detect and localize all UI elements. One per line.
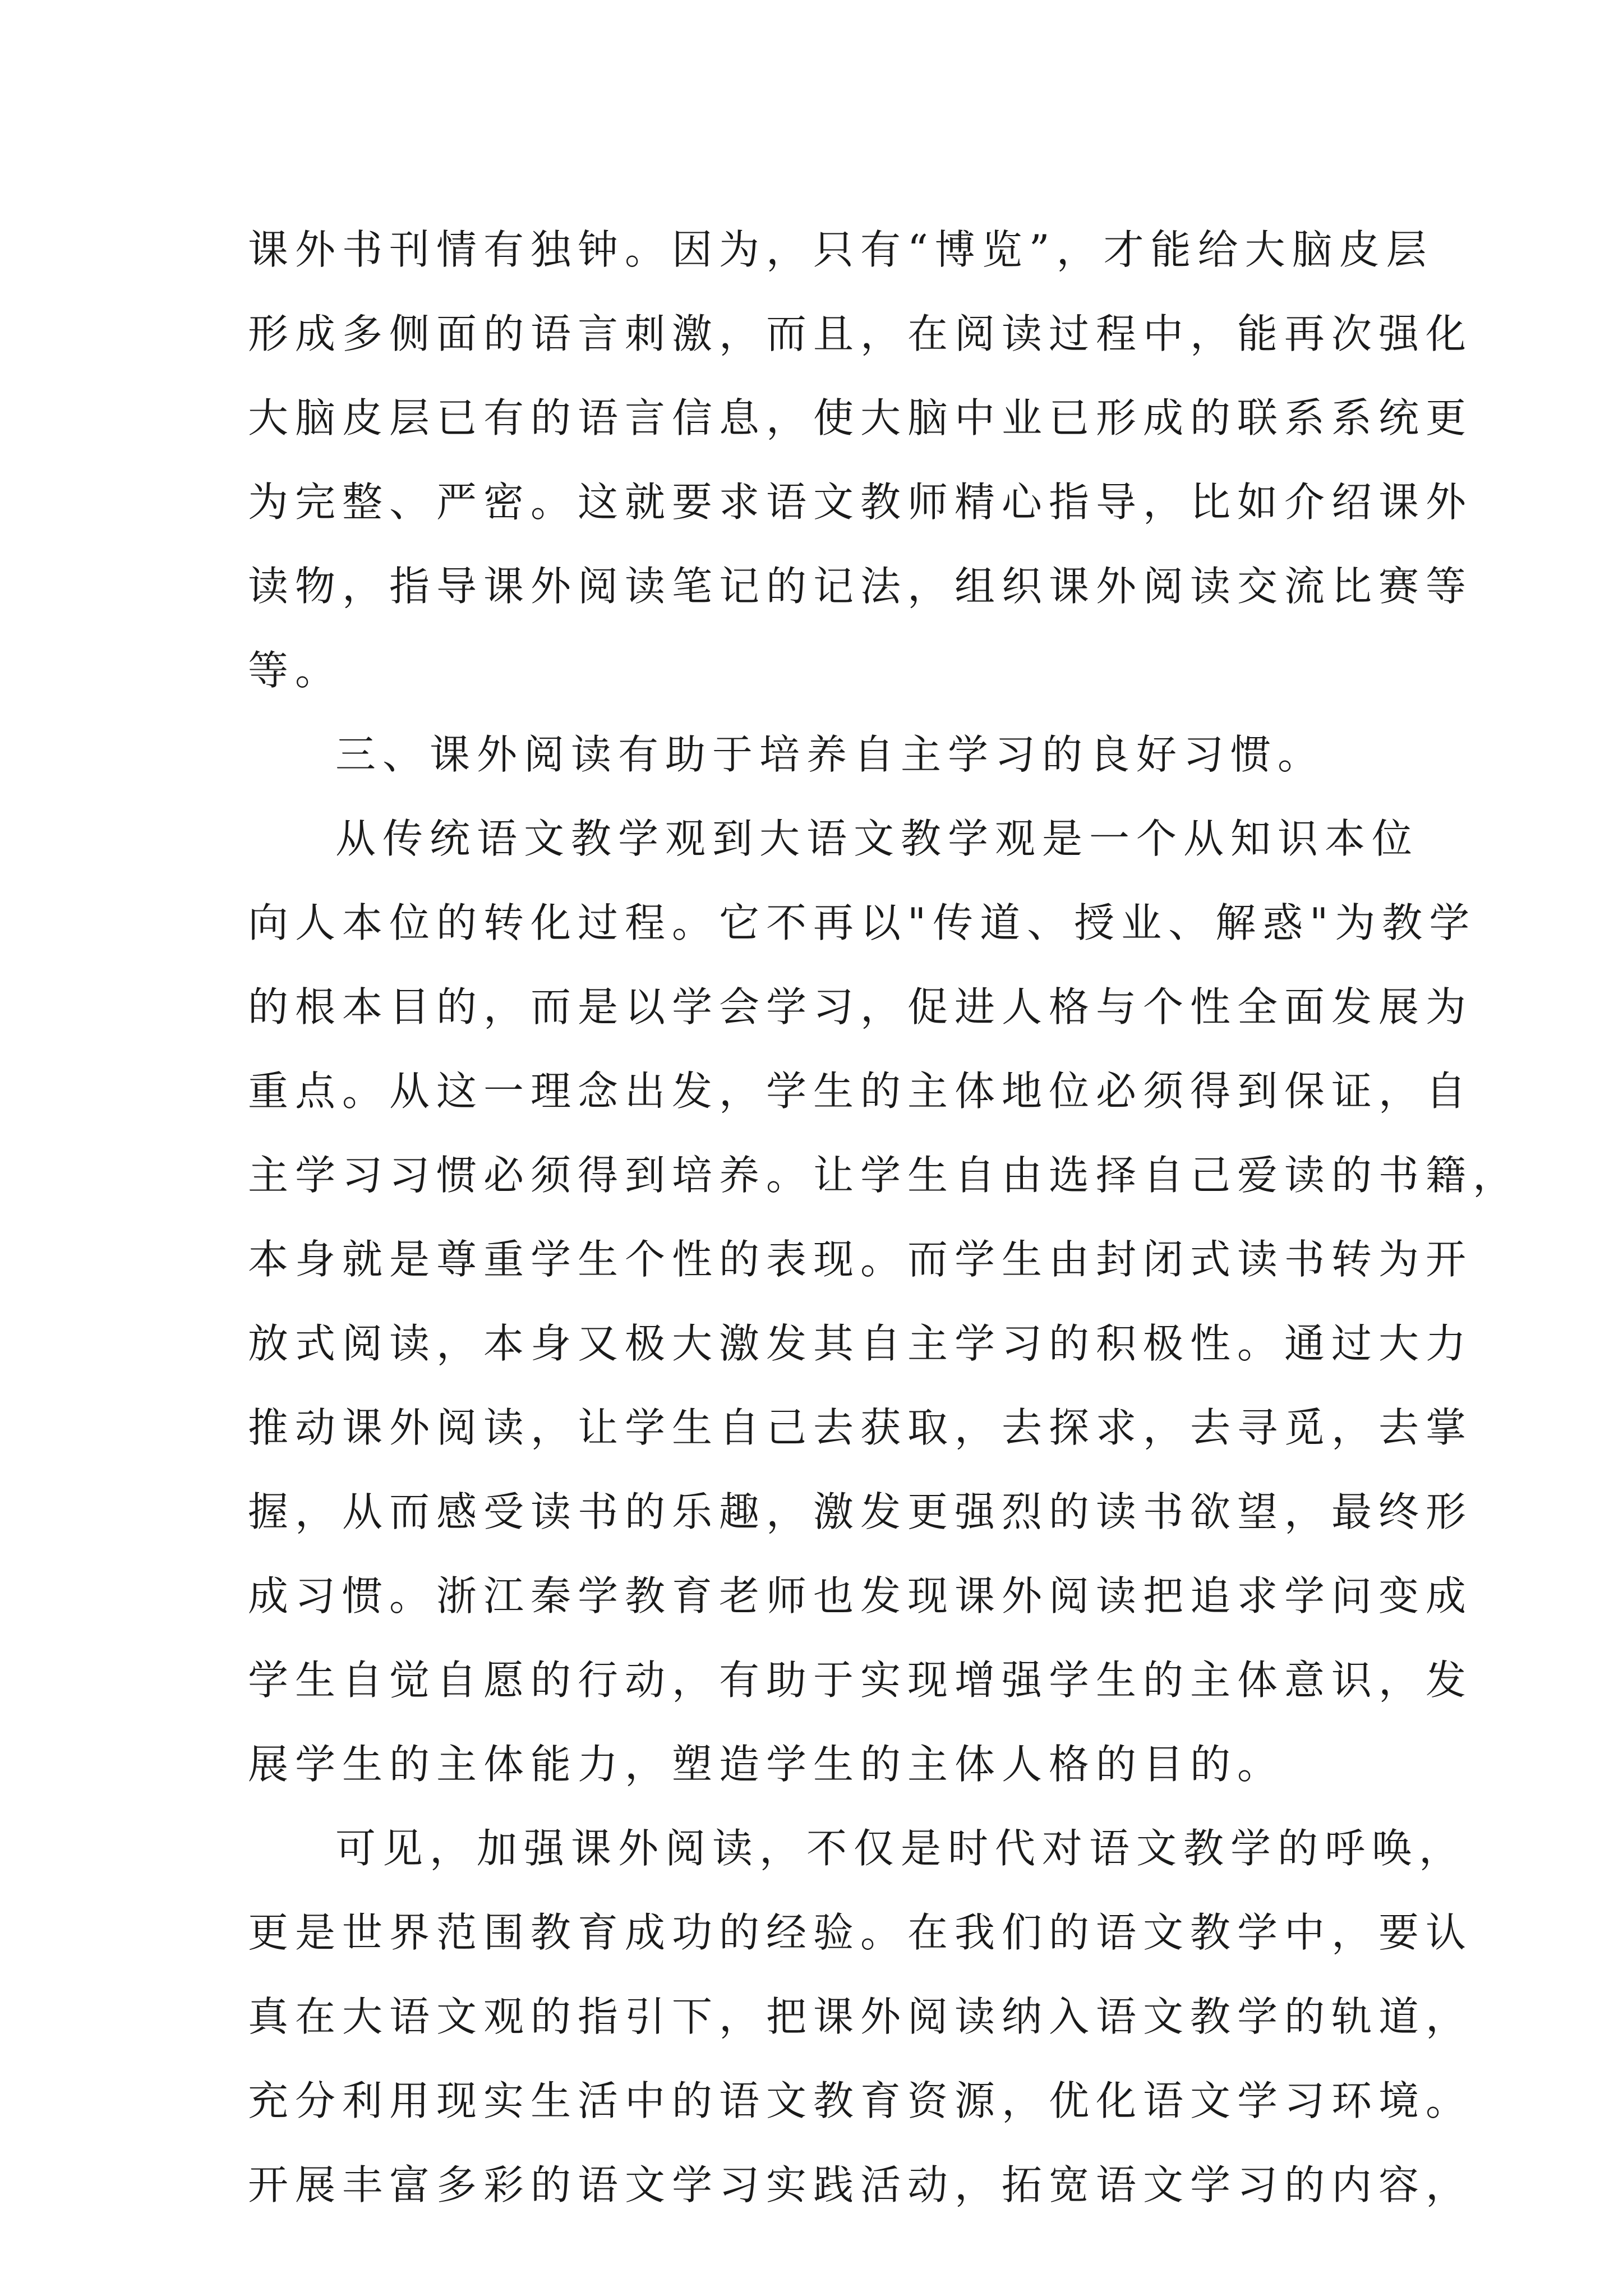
text-line: 成习惯。浙江秦学教育老师也发现课外阅读把追求学问变成 [248,1572,1473,1619]
text-line: 推动课外阅读，让学生自己去获取，去探求，去寻觅，去掌 [248,1404,1473,1451]
text-line: 充分利用现实生活中的语文教育资源，优化语文学习环境。 [248,2077,1473,2124]
text-line: 握，从而感受读书的乐趣，激发更强烈的读书欲望，最终形 [248,1488,1473,1535]
text-line: 开展丰富多彩的语文学习实践活动，拓宽语文学习的内容， [248,2161,1473,2208]
text-line: 向人本位的转化过程。它不再以"传道、授业、解惑"为教学 [248,899,1477,946]
text-line: 大脑皮层已有的语言信息，使大脑中业已形成的联系系统更 [248,394,1473,441]
text-line: 为完整、严密。这就要求语文教师精心指导，比如介绍课外 [248,478,1473,526]
text-line: 读物，指导课外阅读笔记的记法，组织课外阅读交流比赛等 [248,563,1473,610]
text-line: 主学习习惯必须得到培养。让学生自由选择自己爱读的书籍， [248,1152,1520,1199]
text-line: 形成多侧面的语言刺激，而且，在阅读过程中，能再次强化 [248,310,1473,357]
section-heading: 三、课外阅读有助于培养自主学习的良好习惯。 [335,731,1325,778]
text-line: 放式阅读，本身又极大激发其自主学习的积极性。通过大力 [248,1320,1473,1367]
paragraph-start-line: 可见，加强课外阅读，不仅是时代对语文教学的呼唤， [335,1825,1467,1872]
text-line: 展学生的主体能力，塑造学生的主体人格的目的。 [248,1741,1285,1788]
text-line: 本身就是尊重学生个性的表现。而学生由封闭式读书转为开 [248,1236,1473,1283]
text-line: 等。 [248,647,343,694]
text-line: 的根本目的，而是以学会学习，促进人格与个性全面发展为 [248,983,1473,1030]
document-body [248,208,1520,2227]
paragraph-start-line: 从传统语文教学观到大语文教学观是一个从知识本位 [335,815,1419,862]
text-line: 学生自觉自愿的行动，有助于实现增强学生的主体意识，发 [248,1657,1473,1704]
text-line: 更是世界范围教育成功的经验。在我们的语文教学中，要认 [248,1909,1473,1956]
text-line: 重点。从这一理念出发，学生的主体地位必须得到保证，自 [248,1068,1473,1115]
text-line: 课外书刊情有独钟。因为，只有“博览”，才能给大脑皮层 [248,226,1433,273]
text-line: 真在大语文观的指引下，把课外阅读纳入语文教学的轨道， [248,1993,1473,2040]
